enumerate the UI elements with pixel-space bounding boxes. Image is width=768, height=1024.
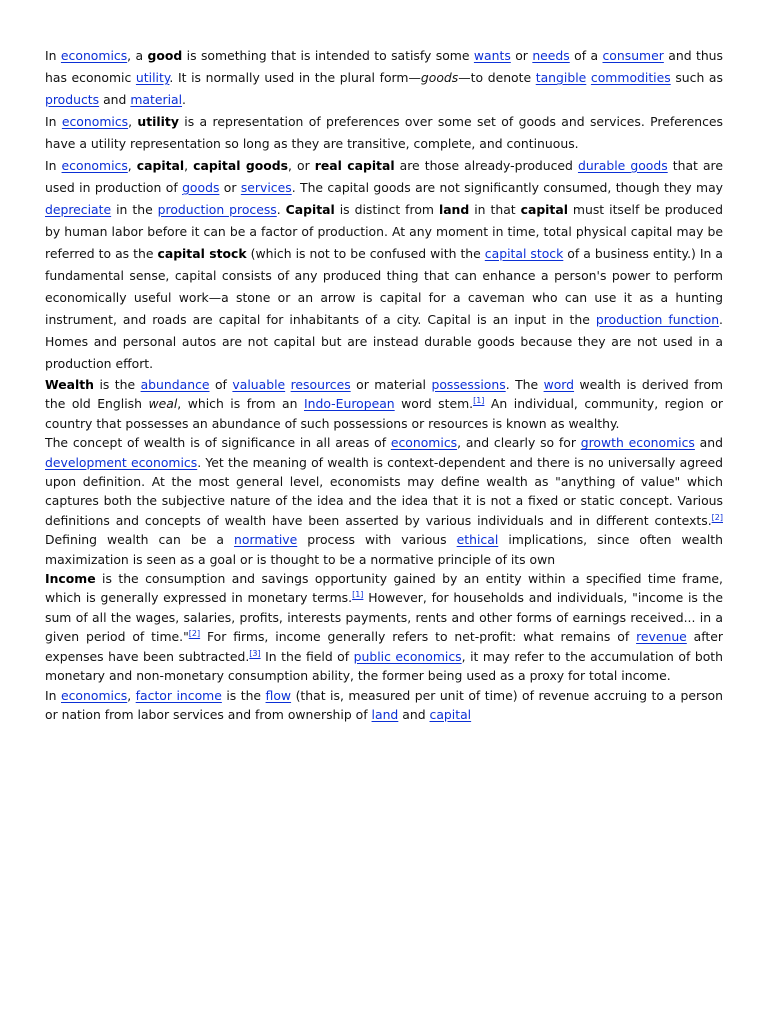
citation	[473, 396, 484, 405]
text-run: ,	[128, 114, 138, 129]
link-material[interactable]: material	[130, 92, 183, 107]
text-run: , or	[288, 158, 315, 173]
link-land[interactable]: land	[371, 706, 399, 722]
link-depreciate[interactable]: depreciate	[45, 202, 112, 217]
paragraph-income	[45, 569, 723, 685]
text-run: in the	[111, 202, 158, 217]
text-run: implications, since often wealth maximization is seen as a goal or is thought to be a normative principle of its own	[45, 532, 723, 567]
text-run: must itself be produced by human labor before it can be a factor of production. At any moment in time, total physical capital may be referred to as the	[45, 202, 724, 261]
link-wants[interactable]: wants	[473, 48, 511, 63]
link-growth-economics[interactable]: growth economics	[580, 435, 695, 451]
link-resources[interactable]: resources	[290, 377, 351, 392]
paragraph-good	[45, 45, 723, 111]
link-tangible[interactable]: tangible	[535, 70, 587, 85]
bold-term: capital	[520, 202, 568, 217]
text-run: —to denote	[458, 70, 536, 85]
link-valuable[interactable]: valuable	[232, 377, 286, 392]
text-run: and	[398, 706, 430, 722]
text-run: (which is not to be confused with the	[246, 246, 485, 261]
text-run: An individual, community, region or country that possesses an abundance of such possessions or resources is known as wealthy.	[45, 396, 723, 431]
link-economics[interactable]: economics	[61, 158, 128, 173]
bold-term: utility	[137, 114, 179, 129]
text-run: is the	[93, 377, 141, 392]
link-economics[interactable]: economics	[61, 114, 129, 129]
text-run: . The	[505, 377, 544, 392]
text-run: . Yet the meaning of wealth is context-dependent and there is no universally agreed upon definition. At the most general level, economists may define wealth as "anything of value" which captures both the subjective nature of the idea and the idea that it is not a fixed or static concept. Various definitions and concepts of wealth have been asserted by various individuals and in different contexts.	[45, 454, 723, 528]
link-economics[interactable]: economics	[390, 435, 458, 451]
text-run: is the	[221, 687, 266, 703]
text-run: Defining wealth can be a	[45, 532, 235, 548]
link-goods[interactable]: goods	[182, 180, 220, 195]
link-economics[interactable]: economics	[60, 48, 128, 63]
text-run: For firms, income generally refers to net-profit: what remains of	[200, 629, 637, 645]
text-run: ,	[127, 158, 137, 173]
link-revenue[interactable]: revenue	[636, 629, 687, 645]
text-run: .	[182, 92, 186, 107]
text-run: ,	[127, 687, 136, 703]
text-run: in that	[469, 202, 521, 217]
bold-term: real capital	[314, 158, 395, 173]
citation	[249, 649, 260, 658]
text-run: .	[276, 202, 286, 217]
text-run: or	[219, 180, 241, 195]
bold-term: Wealth	[45, 377, 94, 392]
citation-link[interactable]: [3]	[249, 648, 261, 658]
bold-term: Income	[45, 571, 96, 587]
citation-link[interactable]: [1]	[473, 396, 485, 406]
link-possessions[interactable]: possessions	[431, 377, 506, 392]
paragraph-utility	[45, 111, 723, 155]
text-run: of a	[569, 48, 603, 63]
text-run: In the field of	[260, 648, 354, 664]
document-body	[45, 45, 723, 724]
text-run: of	[209, 377, 233, 392]
paragraph-wealth-concept	[45, 433, 723, 569]
link-economics[interactable]: economics	[61, 687, 128, 703]
link-products[interactable]: products	[45, 92, 100, 107]
text-run: that are used in production of	[45, 158, 723, 195]
text-run: is distinct from	[334, 202, 439, 217]
link-utility[interactable]: utility	[135, 70, 170, 85]
text-run: process with various	[297, 532, 457, 548]
text-run: after expenses have been subtracted.	[45, 629, 723, 664]
link-commodities[interactable]: commodities	[590, 70, 671, 85]
italic-term: weal	[148, 396, 178, 412]
link-capital-stock[interactable]: capital stock	[484, 246, 564, 261]
text-run: , a	[127, 48, 148, 63]
text-run: The concept of wealth is of significance in all areas of	[45, 435, 391, 451]
text-run: However, for households and individuals, "income is the sum of all the wages, salaries, profits, interests payments, rents and other forms of earnings received... in a given period of time."	[45, 590, 723, 645]
bold-term: capital goods	[193, 158, 289, 173]
link-flow[interactable]: flow	[265, 687, 292, 703]
link-factor-income[interactable]: factor income	[135, 687, 222, 703]
text-run: In	[45, 48, 61, 63]
link-capital[interactable]: capital	[429, 706, 472, 722]
link-indo-european[interactable]: Indo-European	[303, 396, 395, 412]
citation	[189, 629, 200, 638]
link-production-function[interactable]: production function	[595, 312, 720, 327]
paragraph-factor-income	[45, 686, 723, 725]
text-run: , which is from an	[177, 396, 304, 412]
citation-link[interactable]: [1]	[352, 590, 364, 600]
text-run: In	[45, 687, 61, 703]
italic-term: goods	[420, 70, 459, 85]
text-run: and	[694, 435, 723, 451]
link-public-economics[interactable]: public economics	[353, 648, 462, 664]
link-services[interactable]: services	[240, 180, 292, 195]
text-run: In	[45, 114, 62, 129]
bold-term: Capital	[285, 202, 335, 217]
text-run: of a business entity.) In a fundamental sense, capital consists of any produced thing that can enhance a person's power to perform economically useful work—a stone or an arrow is capital for a caveman who can use it as a hunting instrument, and roads are capital for inhabitants of a city. Capital is an input in the	[45, 246, 723, 327]
link-consumer[interactable]: consumer	[602, 48, 664, 63]
text-run: . The capital goods are not significantly consumed, though they may	[291, 180, 723, 195]
link-durable-goods[interactable]: durable goods	[577, 158, 668, 173]
text-run: is a representation of preferences over some set of goods and services. Preferences have a utility representation so long as they are transitive, complete, and continuous.	[45, 114, 723, 151]
text-run: is something that is intended to satisfy some	[182, 48, 474, 63]
link-production-process[interactable]: production process	[157, 202, 277, 217]
link-abundance[interactable]: abundance	[140, 377, 210, 392]
bold-term: capital stock	[157, 246, 247, 261]
link-word[interactable]: word	[543, 377, 575, 392]
link-ethical[interactable]: ethical	[456, 532, 499, 548]
citation	[712, 513, 723, 522]
text-run: In	[45, 158, 62, 173]
text-run: or material	[350, 377, 432, 392]
text-run: (that is, measured per unit of time) of revenue accruing to a person or nation from labor services and from ownership of	[45, 687, 723, 722]
bold-term: good	[147, 48, 183, 63]
text-run: or	[510, 48, 533, 63]
citation-link[interactable]: [2]	[188, 629, 201, 639]
text-run: are those already-produced	[394, 158, 578, 173]
text-run: such as	[670, 70, 723, 85]
text-run: and thus has economic	[45, 48, 723, 85]
link-normative[interactable]: normative	[234, 532, 298, 548]
paragraph-capital	[45, 155, 723, 375]
bold-term: land	[438, 202, 470, 217]
text-run: , it may refer to the accumulation of both monetary and non-monetary consumption ability, the former being used as a proxy for total income.	[45, 648, 723, 684]
paragraph-wealth	[45, 375, 723, 433]
text-run: word stem.	[394, 396, 474, 412]
text-run: . It is normally used in the plural form—	[169, 70, 421, 85]
text-run: ,	[184, 158, 194, 173]
text-run: wealth is derived from the old English	[45, 377, 723, 412]
text-run: . Homes and personal autos are not capital but are instead durable goods because they are not used in a production effort.	[45, 312, 723, 371]
bold-term: capital	[136, 158, 185, 173]
link-development-economics[interactable]: development economics	[45, 454, 198, 470]
citation-link[interactable]: [2]	[711, 512, 723, 522]
text-run: and	[99, 92, 131, 107]
citation	[352, 590, 363, 599]
link-needs[interactable]: needs	[532, 48, 570, 63]
text-run: is the consumption and savings opportunity gained by an entity within a specified time frame, which is generally expressed in monetary terms.	[45, 571, 723, 606]
text-run: , and clearly so for	[457, 435, 581, 451]
